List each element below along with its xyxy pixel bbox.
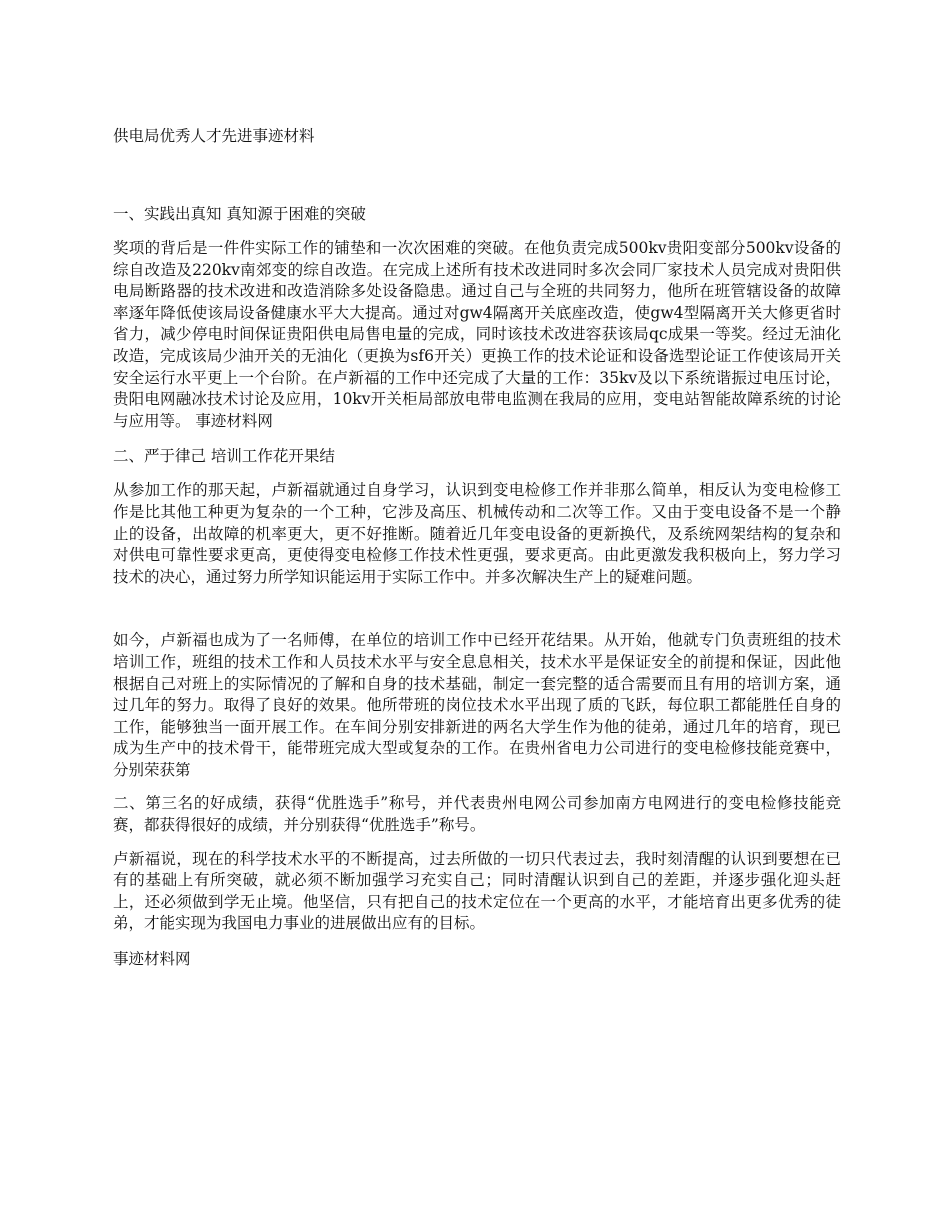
document-title: 供电局优秀人才先进事迹材料 bbox=[113, 127, 315, 145]
document-body bbox=[113, 124, 841, 971]
paragraph-outlook: 卢新福说，现在的科学技术水平的不断提高，过去所做的一切只代表过去，我时刻清醒的认识到要想在已有的基础上有所突破，就必须不断加强学习充实自己；同时清醒认识到自己的差距，并逐步强化迎头赶上，还必须做到学无止境。他坚信，只有把自己的技术定位在一个更高的水平，才能培育出更多优秀的徒弟，才能实现为我国电力事业的进展做出应有的目标。 bbox=[113, 849, 841, 933]
paragraph-self-study: 从参加工作的那天起，卢新福就通过自身学习，认识到变电检修工作并非那么简单，相反认为变电检修工作是比其他工种更为复杂的一个工种，它涉及高压、机械传动和二次等工作。又由于变电设备不是一个静止的设备，出故障的机率更大，更不好推断。随着近几年变电设备的更新换代，及系统网架结构的复杂和对供电可靠性要求更高，更使得变电检修工作技术性更强，要求更高。由此更激发我积极向上，努力学习技术的决心，通过努力所学知识能运用于实际工作中。并多次解决生产上的疑难问题。 bbox=[113, 481, 841, 586]
paragraph-competition: 二、第三名的好成绩，获得“优胜选手”称号，并代表贵州电网公司参加南方电网进行的变电检修技能竞赛，都获得很好的成绩，并分别获得“优胜选手”称号。 bbox=[113, 794, 841, 835]
signoff-text: 事迹材料网 bbox=[113, 950, 191, 969]
paragraph-achievements: 奖项的背后是一件件实际工作的铺垫和一次次困难的突破。在他负责完成500kv贵阳变部分500kv设备的综自改造及220kv南郊变的综自改造。在完成上述所有技术改进同时多次会同厂家技术人员完成对贵阳供电局断路器的技术改进和改造消除多处设备隐患。通过自己与全班的共同努力，他所在班管辖设备的故障率逐年降低使该局设备健康水平大大提高。通过对gw4隔离开关底座改造，使gw4型隔离开关大修更省时省力，减少停电时间保证贵阳供电局售电量的完成，同时该技术改进容获该局qc成果一等奖。经过无油化改造，完成该局少油开关的无油化（更换为sf6开关）更换工作的技术论证和设备选型论证工作使该局开关安全运行水平更上一个台阶。在卢新福的工作中还完成了大量的工作：35kv及以下系统谐振过电压讨论，贵阳电网融冰技术讨论及应用，10kv开关柜局部放电带电监测在我局的应用，变电站智能故障系统的讨论与应用等。 事迹材料网 bbox=[113, 239, 841, 430]
section-heading-practice: 一、实践出真知 真知源于困难的突破 bbox=[113, 205, 366, 223]
paragraph-mentoring: 如今，卢新福也成为了一名师傅，在单位的培训工作中已经开花结果。从开始，他就专门负责班组的技术培训工作，班组的技术工作和人员技术水平与安全息息相关，技术水平是保证安全的前提和保证，因此他根据自己对班上的实际情况的了解和自身的技术基础，制定一套完整的适合需要而且有用的培训方案，通过几年的努力。取得了良好的效果。他所带班的岗位技术水平出现了质的飞跃，每位职工都能胜任自身的工作，能够独当一面开展工作。在车间分别安排新进的两名大学生作为他的徒弟，通过几年的培育，现已成为生产中的技术骨干，能带班完成大型或复杂的工作。在贵州省电力公司进行的变电检修技能竞赛中，分别荣获第 bbox=[113, 631, 841, 779]
section-heading-training: 二、严于律己 培训工作花开果结 bbox=[113, 447, 335, 466]
